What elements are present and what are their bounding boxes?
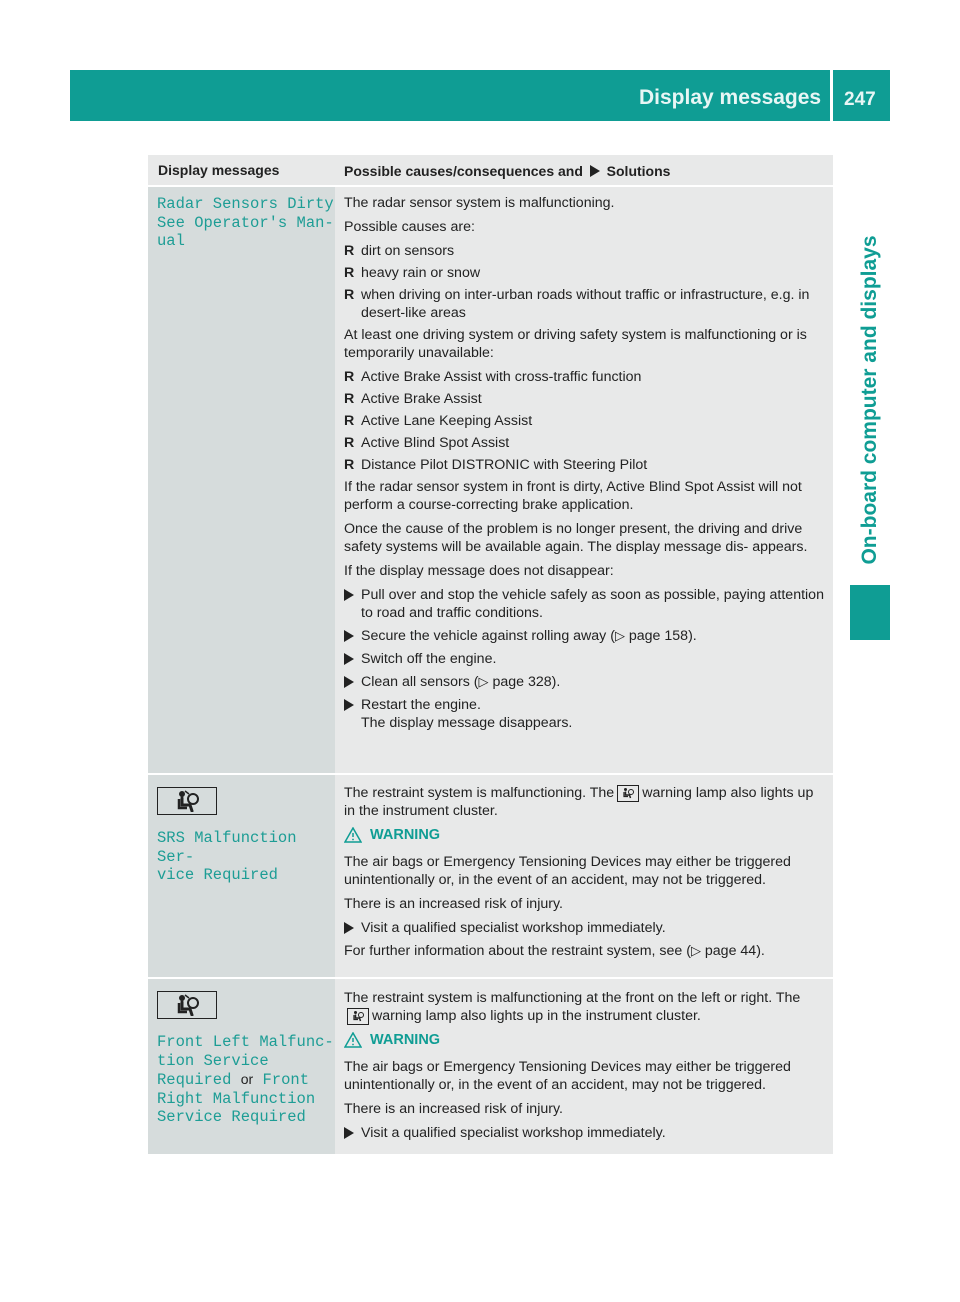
paragraph: For further information about the restraint system, see (▷ page 44). <box>344 943 765 959</box>
display-message-text: SRS Malfunction Ser‐ vice Required <box>157 829 297 884</box>
page-reference-link[interactable]: page 328 <box>492 674 552 690</box>
step-item: Visit a qualified specialist workshop immediately. <box>344 1124 827 1142</box>
page-ref-icon: ▷ <box>690 943 701 958</box>
column-header-causes: Possible causes/consequences and Solutions <box>344 163 671 179</box>
warning-triangle-icon <box>344 827 362 843</box>
step-item: Visit a qualified specialist workshop immediately. <box>344 919 827 937</box>
paragraph: There is an increased risk of injury. <box>344 896 563 912</box>
solution-cell <box>335 979 833 1154</box>
display-messages-table <box>148 155 833 1154</box>
side-thumb-block <box>850 585 890 640</box>
airbag-warning-icon <box>157 787 217 815</box>
step-item: Secure the vehicle against rolling away (▷ page 158). <box>344 627 827 645</box>
solution-cell <box>335 775 833 977</box>
warning-triangle-icon <box>344 1032 362 1048</box>
paragraph: The radar sensor system is malfunctioning. <box>344 195 615 211</box>
page-number: 247 <box>844 89 876 110</box>
step-result: The display message disappears. <box>361 715 573 731</box>
arrow-right-icon <box>590 165 600 177</box>
step-item: Switch off the engine. <box>344 650 827 668</box>
list-item: R when driving on inter-urban roads without traffic or infrastructure, e.g. in desert-like areas <box>344 286 827 322</box>
step-item: Clean all sensors (▷ page 328). <box>344 673 827 691</box>
page-reference-link[interactable]: page 158 <box>628 628 689 644</box>
list-item: R Active Brake Assist with cross-traffic function <box>344 368 827 386</box>
airbag-warning-icon <box>347 1008 369 1025</box>
message-cell <box>148 775 335 977</box>
step-item: Restart the engine. The display message disappears. <box>344 696 827 732</box>
list-item: R Active Blind Spot Assist <box>344 434 827 452</box>
paragraph: If the radar sensor system in front is dirty, Active Blind Spot Assist will not perform a course-correcting brake application. <box>344 479 802 513</box>
paragraph: At least one driving system or driving safety system is malfunctioning or is temporarily unavailable: <box>344 327 807 361</box>
paragraph: There is an increased risk of injury. <box>344 1101 563 1117</box>
page-ref-icon: ▷ <box>614 628 625 643</box>
message-cell <box>148 979 335 1154</box>
page-title: Display messages <box>639 86 822 109</box>
paragraph: The air bags or Emergency Tensioning Devices may either be triggered unintentionally or, in the event of an accident, may not be triggered. <box>344 854 791 888</box>
list-item: R heavy rain or snow <box>344 264 827 282</box>
table-row <box>148 773 833 977</box>
step-item: Pull over and stop the vehicle safely as soon as possible, paying attention to road and traffic conditions. <box>344 586 827 622</box>
side-tab-label: On-board computer and displays <box>858 235 881 565</box>
list-item: R Active Lane Keeping Assist <box>344 412 827 430</box>
paragraph: The restraint system is malfunctioning. The warning lamp also lights up in the instrument cluster. <box>344 785 814 819</box>
list-item: R Distance Pilot DISTRONIC with Steering Pilot <box>344 456 827 474</box>
display-message-text: Front Left Malfunc‐ tion Service Required or Front Right Malfunction Service Required <box>157 1033 334 1126</box>
table-row <box>148 185 833 773</box>
page-reference-link[interactable]: page 44 <box>704 943 757 959</box>
paragraph: Once the cause of the problem is no longer present, the driving and drive safety systems will be available again. The display message dis‐ appears. <box>344 521 808 555</box>
solution-cell <box>335 187 833 773</box>
list-item: R Active Brake Assist <box>344 390 827 408</box>
page-ref-icon: ▷ <box>478 674 489 689</box>
list-item: R dirt on sensors <box>344 242 827 260</box>
table-header <box>148 155 833 185</box>
paragraph: If the display message does not disappear: <box>344 563 614 579</box>
paragraph: The air bags or Emergency Tensioning Devices may either be triggered unintentionally or, in the event of an accident, may not be triggered. <box>344 1059 791 1093</box>
airbag-warning-icon <box>157 991 217 1019</box>
paragraph: The restraint system is malfunctioning at the front on the left or right. The warning lamp also lights up in the instrument cluster. <box>344 990 801 1024</box>
warning-heading: WARNING <box>344 826 827 844</box>
column-header-messages: Display messages <box>158 162 280 178</box>
message-cell <box>148 187 335 773</box>
header-divider <box>830 70 833 121</box>
airbag-warning-icon <box>617 785 639 802</box>
warning-heading: WARNING <box>344 1031 827 1049</box>
display-message-text: Radar Sensors Dirty See Operator's Man‐ ual <box>157 195 334 250</box>
table-row <box>148 977 833 1154</box>
paragraph: Possible causes are: <box>344 219 475 235</box>
